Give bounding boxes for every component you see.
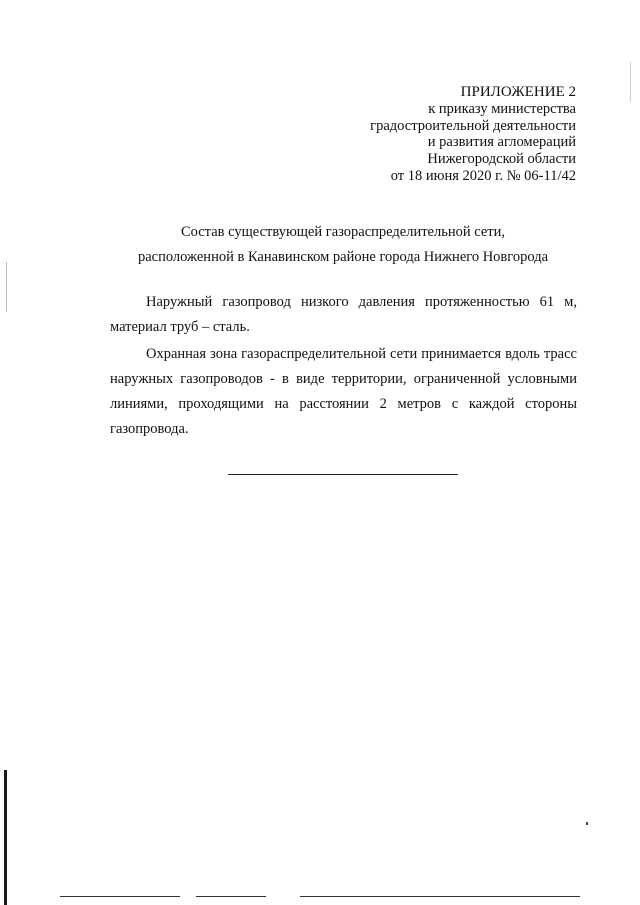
scan-bottom-edge: [300, 896, 580, 897]
scan-speck: [586, 822, 588, 825]
scan-binding-edge: [4, 770, 7, 905]
order-date-number: от 18 июня 2020 г. № 06-11/42: [390, 167, 576, 184]
paragraph-line: газопровода.: [110, 421, 189, 437]
appendix-label: ПРИЛОЖЕНИЕ 2: [460, 84, 576, 100]
region-line: Нижегородской области: [427, 151, 576, 168]
paragraph-protection-zone: [110, 342, 577, 442]
paragraph-pipeline: [110, 290, 577, 340]
paragraph-line: Охранная зона газораспределительной сети принимается вдоль трасс: [146, 346, 577, 362]
paragraph-line: наружных газопроводов - в виде территории, ограниченной условными: [110, 371, 577, 387]
ministry-line: градостроительной деятельности: [370, 117, 576, 134]
paragraph-line: линиями, проходящими на расстоянии 2 метров с каждой стороны: [110, 396, 577, 412]
document-title: [0, 220, 640, 270]
ministry-line: и развития агломераций: [427, 134, 576, 151]
paragraph-line: материал труб – сталь.: [110, 319, 250, 335]
title-line: Состав существующей газораспределительной сети,: [180, 224, 506, 240]
appendix-header: [370, 84, 576, 185]
end-separator-line: [228, 474, 458, 475]
scan-edge-mark-right: [630, 62, 631, 102]
title-line: расположенной в Канавинском районе города Нижнего Новгорода: [137, 249, 549, 265]
paragraph-line: Наружный газопровод низкого давления протяженностью 61 м,: [146, 294, 577, 310]
scan-bottom-edge: [60, 896, 180, 897]
scan-bottom-edge: [196, 896, 266, 897]
order-reference-line: к приказу министерства: [428, 100, 576, 117]
